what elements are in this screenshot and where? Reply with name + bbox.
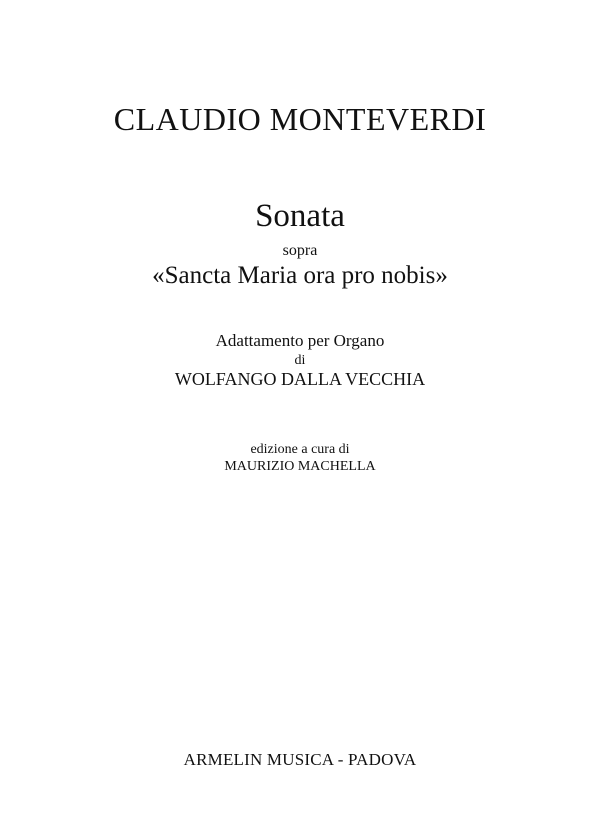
work-title: Sonata: [255, 198, 345, 234]
arranger-name: WOLFANGO DALLA VECCHIA: [174, 369, 426, 389]
edition-description: edizione a cura di: [250, 442, 350, 457]
editor-name: MAURIZIO MACHELLA: [224, 459, 376, 474]
publisher-name: ARMELIN MUSICA - PADOVA: [183, 750, 417, 769]
work-subtitle: «Sancta Maria ora pro nobis»: [152, 262, 448, 289]
arrangement-by: di: [294, 353, 306, 368]
arrangement-description: Adattamento per Organo: [215, 331, 385, 350]
composer-name: CLAUDIO MONTEVERDI: [113, 101, 487, 137]
work-connector: sopra: [282, 242, 318, 259]
